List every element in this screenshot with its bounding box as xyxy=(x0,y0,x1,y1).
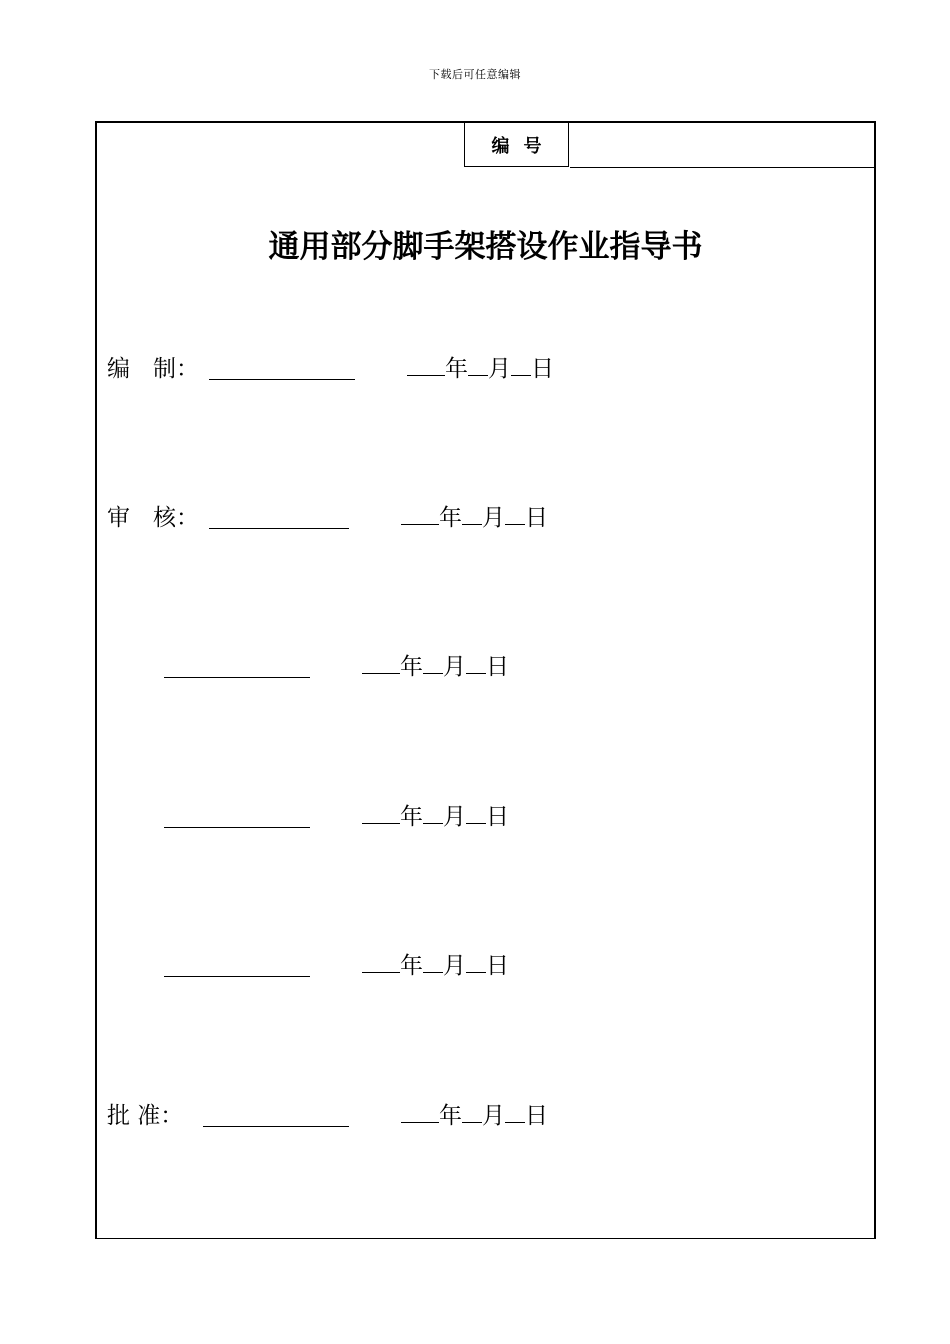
code-value-field[interactable] xyxy=(570,123,874,168)
month-blank[interactable] xyxy=(462,502,482,525)
extra-2-signature-field[interactable] xyxy=(164,827,310,828)
year-char: 年 xyxy=(439,1103,462,1129)
year-blank[interactable] xyxy=(401,1100,439,1123)
signature-row-extra-1 xyxy=(107,651,807,683)
day-blank[interactable] xyxy=(505,1100,525,1123)
signature-row-extra-3 xyxy=(107,950,807,982)
year-char: 年 xyxy=(400,804,423,830)
year-blank[interactable] xyxy=(362,801,400,824)
month-char: 月 xyxy=(443,804,466,830)
extra-1-signature-field[interactable] xyxy=(164,677,310,678)
day-char: 日 xyxy=(486,804,509,830)
signature-row-compile xyxy=(107,353,807,385)
day-char: 日 xyxy=(486,953,509,979)
year-char: 年 xyxy=(445,356,468,382)
approve-signature-field[interactable] xyxy=(203,1126,349,1127)
day-blank[interactable] xyxy=(466,950,486,973)
month-char: 月 xyxy=(443,953,466,979)
extra-3-date[interactable] xyxy=(362,950,509,982)
code-label-cell: 编号 xyxy=(464,123,569,167)
day-blank[interactable] xyxy=(505,502,525,525)
compile-label: 编 制： xyxy=(107,356,199,382)
year-char: 年 xyxy=(400,953,423,979)
review-signature-field[interactable] xyxy=(209,528,349,529)
day-char: 日 xyxy=(525,1103,548,1129)
year-blank[interactable] xyxy=(401,502,439,525)
day-char: 日 xyxy=(525,505,548,531)
year-char: 年 xyxy=(439,505,462,531)
review-label: 审 核： xyxy=(107,505,199,531)
signature-row-review xyxy=(107,502,807,534)
month-char: 月 xyxy=(488,356,511,382)
year-blank[interactable] xyxy=(362,651,400,674)
month-blank[interactable] xyxy=(423,950,443,973)
extra-1-date[interactable] xyxy=(362,651,509,683)
month-char: 月 xyxy=(443,654,466,680)
month-blank[interactable] xyxy=(468,353,488,376)
extra-2-date[interactable] xyxy=(362,801,509,833)
day-blank[interactable] xyxy=(466,651,486,674)
cover-form-frame xyxy=(95,121,876,1239)
compile-date[interactable] xyxy=(407,353,554,385)
month-blank[interactable] xyxy=(423,651,443,674)
year-char: 年 xyxy=(400,654,423,680)
month-char: 月 xyxy=(482,505,505,531)
year-blank[interactable] xyxy=(407,353,445,376)
month-blank[interactable] xyxy=(423,801,443,824)
month-blank[interactable] xyxy=(462,1100,482,1123)
year-blank[interactable] xyxy=(362,950,400,973)
day-blank[interactable] xyxy=(466,801,486,824)
page-header-note: 下载后可任意编辑 xyxy=(429,68,521,81)
signature-row-extra-2 xyxy=(107,801,807,833)
document-title: 通用部分脚手架搭设作业指导书 xyxy=(268,229,703,265)
day-char: 日 xyxy=(531,356,554,382)
day-blank[interactable] xyxy=(511,353,531,376)
day-char: 日 xyxy=(486,654,509,680)
approve-label: 批 准： xyxy=(107,1103,184,1129)
review-date[interactable] xyxy=(401,502,548,534)
extra-3-signature-field[interactable] xyxy=(164,976,310,977)
month-char: 月 xyxy=(482,1103,505,1129)
compile-signature-field[interactable] xyxy=(209,379,355,380)
signature-row-approve xyxy=(107,1100,807,1132)
approve-date[interactable] xyxy=(401,1100,548,1132)
